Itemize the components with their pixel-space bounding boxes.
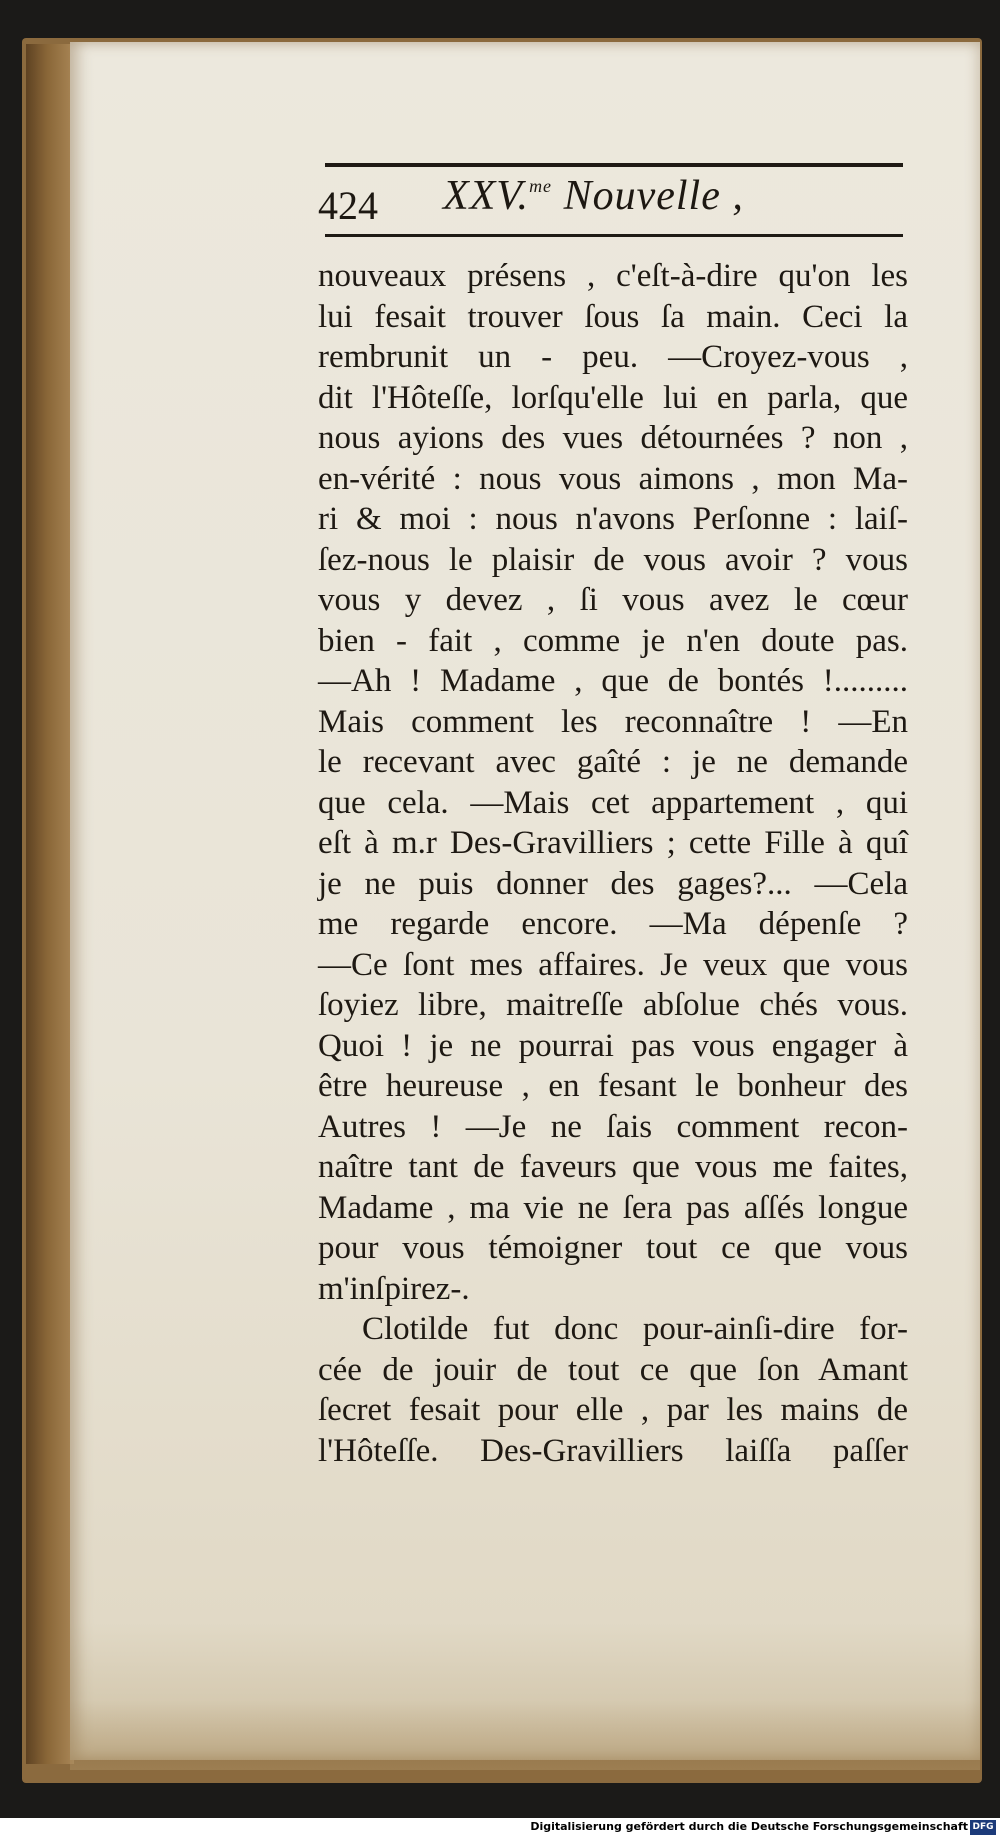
text-line: lui fesait trouver ſous ſa main. Ceci la (318, 298, 908, 335)
text-line: bien - fait , comme je n'en doute pas. (318, 622, 908, 659)
text-line: être heureuse , en fesant le bonheur des (318, 1068, 908, 1104)
text-line: cée de jouir de tout ce que ſon Amant (318, 1351, 908, 1388)
text-line: je ne puis donner des gages?... —Cela (318, 865, 908, 902)
text-line: ſez-nous le plaisir de vous avoir ? vous (318, 541, 908, 578)
page-number: 424 (318, 183, 378, 228)
running-title (443, 172, 744, 220)
running-title-numeral: XXV. (443, 173, 530, 219)
page-gutter-shadow (26, 44, 74, 1764)
text-line: naître tant de faveurs que vous me faites, (318, 1149, 908, 1185)
text-line: Mais comment les reconnaître ! —En (318, 703, 908, 740)
text-line: en-vérité : nous vous aimons , mon Ma- (318, 460, 908, 497)
text-line: l'Hôteſſe. Des-Gravilliers laiſſa paſſer (318, 1432, 908, 1469)
text-line: ſecret fesait pour elle , par les mains de (318, 1392, 908, 1428)
text-line: le recevant avec gaîté : je ne demande (318, 744, 908, 780)
page-foxing (70, 1700, 980, 1770)
text-line-paragraph-start: Clotilde fut donc pour-ainſi-dire for- (362, 1311, 908, 1347)
text-line: ſoyiez libre, maitreſſe abſolue chés vous. (318, 987, 908, 1023)
dfg-logo: DFG (970, 1820, 996, 1835)
text-line: me regarde encore. —Ma dépenſe ? (318, 906, 908, 942)
text-line: nous ayions des vues détournées ? non , (318, 420, 908, 456)
header-rule-bottom (325, 234, 903, 237)
text-line: dit l'Hôteſſe, lorſqu'elle lui en parla, que (318, 379, 908, 416)
digitization-footer (0, 1818, 1000, 1839)
running-title-superscript: me (529, 176, 553, 196)
header-rule-top (325, 163, 903, 167)
text-line: Quoi ! je ne pourrai pas vous engager à (318, 1027, 908, 1064)
text-line: Madame , ma vie ne ſera pas aſſés longue (318, 1189, 908, 1226)
text-line: —Ah ! Madame , que de bontés !......... (318, 663, 908, 699)
text-line: m'inſpirez-. (318, 1270, 470, 1307)
running-header (318, 172, 908, 230)
text-line: nouveaux présens , c'eſt-à-dire qu'on les (318, 258, 908, 294)
text-line: —Ce ſont mes affaires. Je veux que vous (318, 946, 908, 983)
text-line: vous y devez , ſi vous avez le cœur (318, 582, 908, 618)
text-line: eſt à m.r Des-Gravilliers ; cette Fille à quî (318, 825, 908, 861)
text-line: pour vous témoigner tout ce que vous (318, 1230, 908, 1266)
text-line: rembrunit un - peu. —Croyez-vous , (318, 339, 908, 375)
body-text (318, 256, 908, 1471)
text-line: ri & moi : nous n'avons Perſonne : laiſ- (318, 501, 908, 537)
text-line: Autres ! —Je ne ſais comment recon- (318, 1108, 908, 1145)
running-title-word: Nouvelle , (552, 173, 744, 219)
text-line: que cela. —Mais cet appartement , qui (318, 784, 908, 821)
funding-credit: Digitalisierung gefördert durch die Deutsche Forschungsgemeinschaft (530, 1820, 968, 1833)
